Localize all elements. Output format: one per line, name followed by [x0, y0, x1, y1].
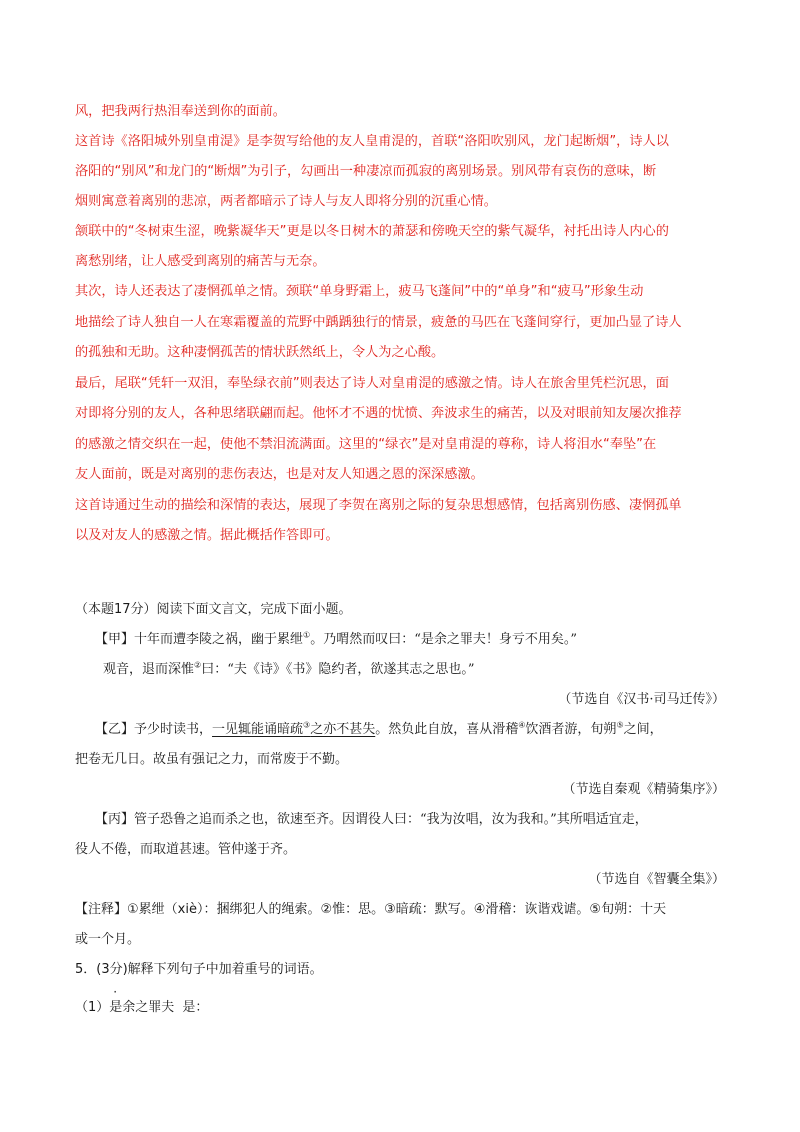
- passage-label: 【乙】: [95, 722, 135, 737]
- footnote-marker: ③: [303, 720, 311, 730]
- notes-line1: 【注释】①累绁（xiè）：捆绑犯人的绳索。②惟：思。③暗疏：默写。④滑稽：诙谐戏谑。⑤旬朔：十天: [75, 902, 667, 917]
- answer-line: 这首诗《洛阳城外别皇甫湜》是李贺写给他的友人皇甫湜的，首联“洛阳吹别风，龙门起断烟”，诗人以: [75, 134, 669, 149]
- passage-yi-line2: 把卷无几日。故虽有强记之力，而常废于不勤。: [75, 752, 349, 767]
- question-5-title: 5．(3分)解释下列句子中加着重号的词语。: [75, 962, 323, 977]
- answer-line: 风，把我两行热泪奉送到你的面前。: [75, 104, 286, 119]
- answer-line: 的感激之情交织在一起，使他不禁泪流满面。这里的“绿衣”是对皇甫湜的尊称，诗人将泪水“奉坠”在: [75, 437, 657, 452]
- passage-jia-source: （节选自《汉书·司马迁传》）: [558, 692, 725, 707]
- answer-line: 地描绘了诗人独自一人在寒霜覆盖的荒野中踽踽独行的情景，疲惫的马匹在飞蓬间穿行，更加凸显了诗人: [75, 315, 682, 330]
- passage-jia-line2: 观音，退而深惟②曰：“夫《诗》《书》隐约者，欲遂其志之思也。”: [103, 660, 475, 677]
- answer-line: 对即将分别的友人，各种思绪联翩而起。他怀才不遇的忧愤、奔波求生的痛苦，以及对眼前知友屡次推荐: [75, 406, 682, 421]
- footnote-marker: ②: [194, 660, 202, 670]
- answer-line: 烟则寓意着离别的悲凉，两者都暗示了诗人与友人即将分别的沉重心情。: [75, 194, 497, 209]
- footnote-marker: ①: [303, 630, 311, 640]
- answer-line: 其次，诗人还表达了凄惘孤单之情。颈联“单身野霜上，疲马飞蓬间”中的“单身”和“疲马”形象生动: [75, 284, 644, 299]
- underlined-sentence: 一见辄能诵暗疏③之亦不甚失: [212, 720, 376, 737]
- passage-yi-line1: 【乙】予少时读书，一见辄能诵暗疏③之亦不甚失。然负此自放，喜从滑稽④饮酒者游，旬朔⑤之间，: [95, 720, 663, 737]
- passage-label: 【甲】: [95, 632, 135, 647]
- question-5-item-1: （1）是余之罪夫 是：: [75, 996, 725, 1015]
- emphasis-dot-word: 是: [109, 1000, 123, 1015]
- passage-bing-line2: 役人不倦，而取道甚速。管仲遂于齐。: [75, 842, 297, 857]
- passage-bing-source: （节选自《智囊全集》）: [588, 872, 725, 887]
- passage-yi-source: （节选自秦观《精骑集序》）: [562, 782, 725, 797]
- answer-line: 以及对友人的感激之情。据此概括作答即可。: [75, 528, 339, 543]
- passage-jia-line1: 【甲】十年而遭李陵之祸，幽于累绁①。乃喟然而叹曰：“是余之罪夫！身亏不用矣。”: [95, 630, 577, 647]
- answer-line: 离愁别绪，让人感受到离别的痛苦与无奈。: [75, 254, 326, 269]
- passage-label: 【丙】: [95, 812, 135, 827]
- footnote-marker: ⑤: [616, 720, 624, 730]
- notes-line2: 或一个月。: [75, 932, 141, 947]
- answer-line: 的孤独和无助。这种凄惘孤苦的情状跃然纸上，令人为之心酸。: [75, 345, 445, 360]
- answer-line: 友人面前，既是对离别的悲伤表达，也是对友人知遇之恩的深深感激。: [75, 467, 484, 482]
- answer-blank-label: 是：: [182, 1000, 209, 1015]
- answer-line: 颔联中的“冬树束生涩，晚紫凝华天”更是以冬日树木的萧瑟和傍晚天空的紫气凝华，衬托出诗人内心的: [75, 224, 669, 239]
- answer-line: 最后，尾联“凭轩一双泪，奉坠绿衣前”则表达了诗人对皇甫湜的感激之情。诗人在旅舍里凭栏沉思，面: [75, 376, 669, 391]
- question-intro: （本题17分）阅读下面文言文，完成下面小题。: [75, 602, 352, 617]
- answer-line: 这首诗通过生动的描绘和深情的表达，展现了李贺在离别之际的复杂思想感情，包括离别伤感、凄惘孤单: [75, 498, 682, 513]
- footnote-marker: ④: [518, 720, 526, 730]
- passage-bing-line1: 【丙】管子恐鲁之追而杀之也，欲速至齐。因谓役人曰：“我为汝唱，汝为我和。”其所唱适宜走，: [95, 812, 648, 827]
- answer-line: 洛阳的“别风”和龙门的“断烟”为引子，勾画出一种凄凉而孤寂的离别场景。别风带有哀伤的意味，断: [75, 164, 657, 179]
